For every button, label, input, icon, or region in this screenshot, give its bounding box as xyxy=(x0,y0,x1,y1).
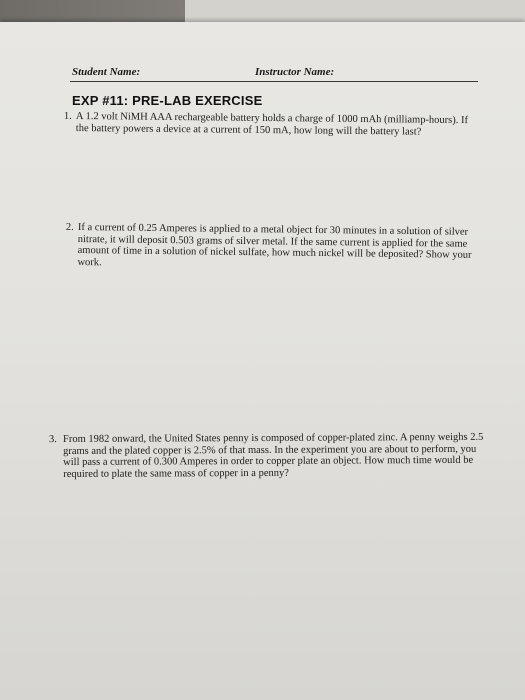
question-2 xyxy=(65,221,486,273)
question-text: A 1.2 volt NiMH AAA rechargeable battery holds a charge of 1000 mAh (milliamp-hours). If the battery powers a device at a current of 150 mA, how long will the battery last? xyxy=(75,111,469,138)
worksheet-page xyxy=(0,22,525,700)
question-number: 1. xyxy=(63,110,72,122)
page-title: EXP #11: PRE-LAB EXERCISE xyxy=(72,93,263,108)
question-text: From 1982 onward, the United States penny is composed of copper-plated zinc. A penny weighs 2.5 grams and the plated copper is 2.5% of that mass. In the experiment you are about to perform, you will pass a current of 0.300 Amperes in order to copper plate an object. How much time would be required to plate the same mass of copper in a penny? xyxy=(63,431,484,480)
name-header xyxy=(72,66,480,82)
question-1 xyxy=(63,110,480,138)
instructor-name-label: Instructor Name: xyxy=(255,66,335,78)
header-divider xyxy=(70,81,478,82)
question-text: If a current of 0.25 Amperes is applied to a metal object for 30 minutes in a solution of silver nitrate, it will deposit 0.503 grams of silver metal. If the same current is applied for the same amount of time in a solution of nickel sulfate, how much nickel will be deposited? Show your work. xyxy=(77,222,472,268)
question-3 xyxy=(49,431,495,480)
question-number: 3. xyxy=(49,434,57,446)
student-name-label: Student Name: xyxy=(72,66,141,78)
question-number: 2. xyxy=(65,221,74,233)
